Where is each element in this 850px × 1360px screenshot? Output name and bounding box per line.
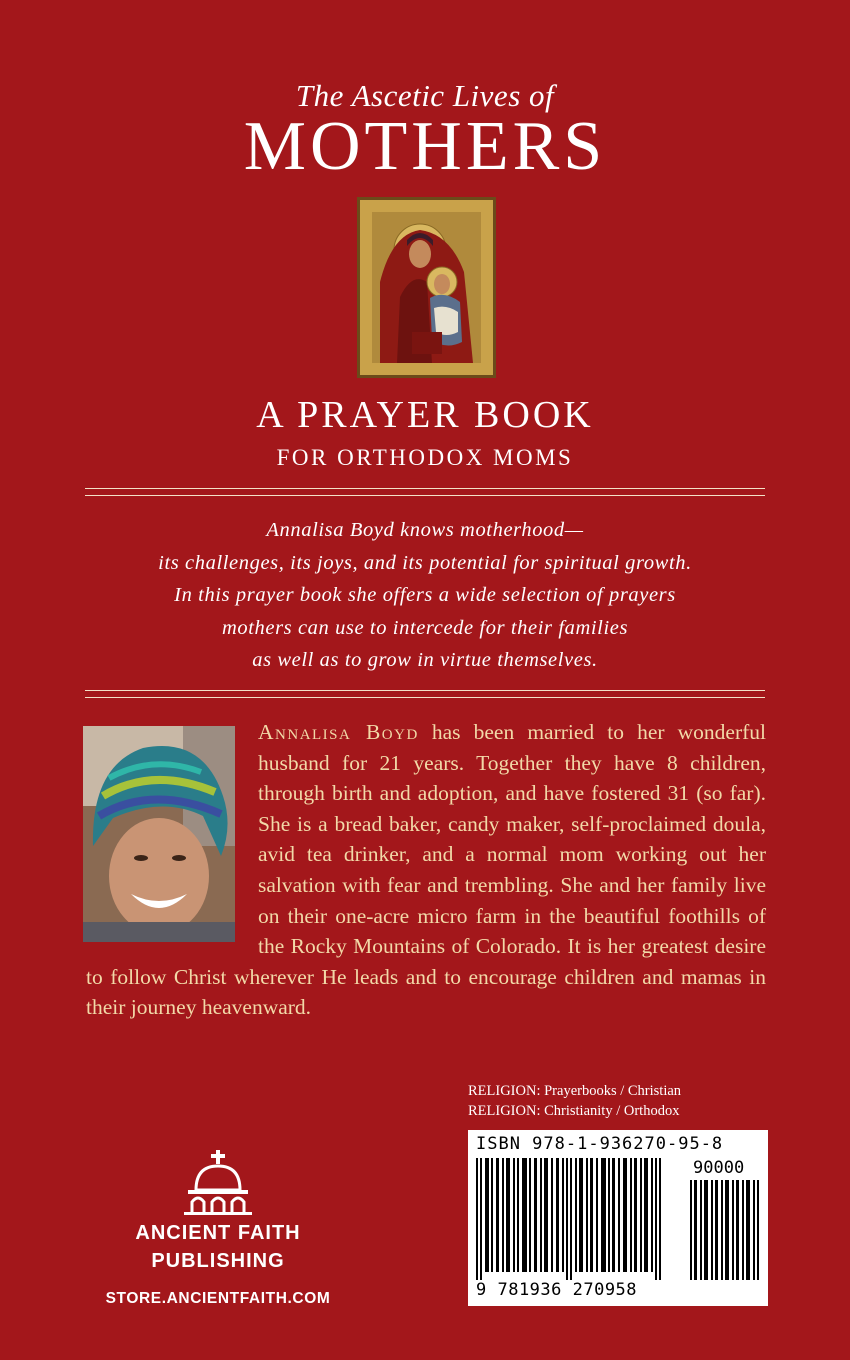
price-code: 90000 — [693, 1158, 745, 1178]
divider-line — [85, 495, 765, 496]
divider-line — [85, 488, 765, 489]
category-item: RELIGION: Prayerbooks / Christian — [468, 1083, 682, 1099]
author-bio — [86, 717, 766, 1023]
blurb-line: its challenges, its joys, and its potential for spiritual growth. — [158, 551, 692, 574]
author-bio-text: has been married to her wonderful husband for 21 years. Together they have 8 children, through birth and adoption, and have fostered 31 (so far). She is a bread baker, candy maker, self-proclaimed doula, avid tea drinker, and a normal mom working out her salvation with fear and trembling. She and her family live on their one-acre micro farm in the beautiful foothills of the Rocky Mountains of Colorado. It is her greatest desire to follow Christ wherever He leads and to encourage children and mamas in their journey heavenward. — [86, 720, 766, 1020]
publisher-name-line2: PUBLISHING — [151, 1250, 285, 1272]
blurb-line: mothers can use to intercede for their families — [221, 616, 629, 639]
addon-barcode-bars — [690, 1180, 760, 1280]
divider-line — [85, 697, 765, 698]
blurb-line: Annalisa Boyd knows motherhood— — [266, 519, 584, 541]
blurb-line: In this prayer book she offers a wide selection of prayers — [174, 584, 676, 606]
book-title: MOTHERS — [243, 108, 607, 185]
divider-line — [85, 690, 765, 691]
series-title: The Ascetic Lives of — [295, 78, 555, 113]
category-list — [468, 1081, 681, 1121]
author-name: Annalisa Boyd — [258, 720, 419, 744]
isbn-barcode — [468, 1130, 768, 1306]
book-subtitle: A PRAYER BOOK — [256, 394, 594, 436]
publisher-name: ANCIENT FAITH — [135, 1222, 301, 1244]
barcode-digits: 9 781936 270958 — [476, 1280, 638, 1300]
barcode-bars — [476, 1158, 676, 1280]
category-item: RELIGION: Christianity / Orthodox — [468, 1103, 680, 1119]
icon-painting — [372, 212, 481, 363]
blurb — [60, 514, 790, 677]
book-subtitle-secondary: FOR ORTHODOX MOMS — [276, 445, 574, 470]
blurb-line: as well as to grow in virtue themselves. — [252, 649, 598, 671]
theotokos-icon-image — [357, 197, 496, 378]
isbn-number: ISBN 978-1-936270-95-8 — [476, 1134, 724, 1154]
store-url: STORE.ANCIENTFAITH.COM — [105, 1290, 331, 1307]
church-dome-logo-icon — [182, 1150, 254, 1216]
